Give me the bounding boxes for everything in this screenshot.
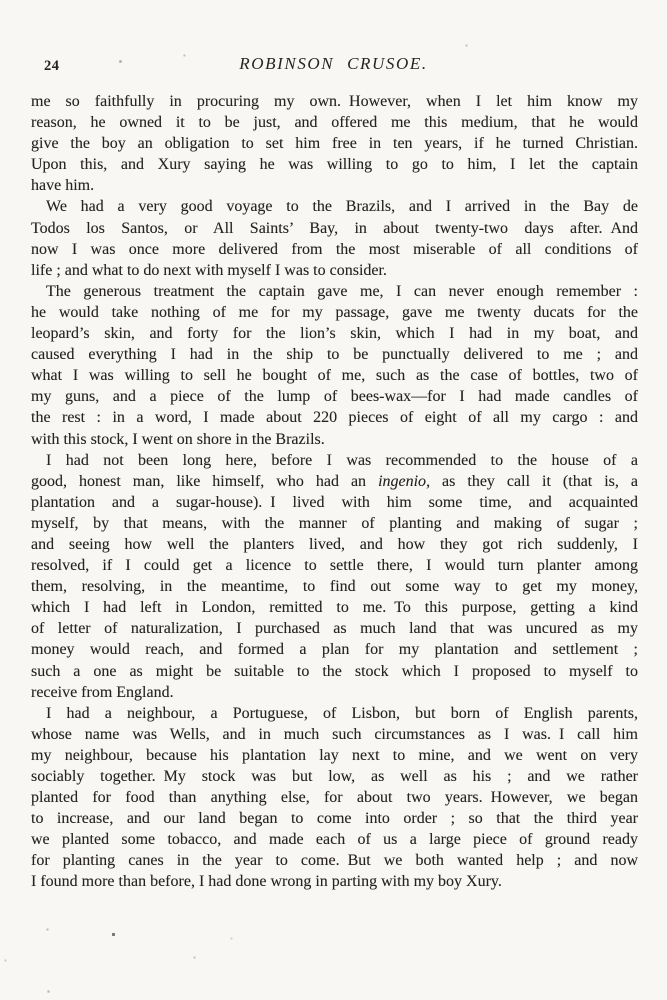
text-line: planted for food than anything else, for about two years. However, we began xyxy=(31,789,638,807)
text-line: we planted some tobacco, and made each of us a large piece of ground ready xyxy=(31,831,638,849)
text-line: sociably together. My stock was but low, as well as his ; and we rather xyxy=(31,768,638,785)
paragraph xyxy=(31,196,638,280)
text-line: myself, by that means, with the manner of planting and making of sugar ; xyxy=(31,514,638,532)
text-line: for planting canes in the year to come. But we both wanted help ; and now xyxy=(31,852,638,870)
text-line: with this stock, I went on shore in the Brazils. xyxy=(31,430,325,448)
text-line: Todos los Santos, or All Saints’ Bay, in about twenty-two days after. And xyxy=(31,219,638,237)
text-line: of letter of naturalization, I purchased as much land that was uncured as my xyxy=(31,620,638,638)
text-line: me so faithfully in procuring my own. However, when I let him know my xyxy=(31,93,638,110)
paragraph xyxy=(31,281,638,450)
text-line: reason, he owned it to be just, and offered me this medium, that he would xyxy=(31,114,638,132)
paragraph xyxy=(31,703,638,893)
text-line: I had not been long here, before I was recommended to the house of a xyxy=(46,451,638,469)
running-header-title: ROBINSON CRUSOE. xyxy=(239,54,428,73)
text-line: what I was willing to sell he bought of me, such as the case of bottles, two of xyxy=(31,367,638,385)
text-line: I found more than before, I had done wrong in parting with my boy Xury. xyxy=(31,873,502,891)
text-line: the rest : in a word, I made about 220 pieces of eight of all my cargo : and xyxy=(31,409,638,427)
text-line: my guns, and a piece of the lump of bees-wax—for I had made candles of xyxy=(31,388,638,406)
text-line: money would reach, and formed a plan for my plantation and settlement ; xyxy=(31,641,638,659)
text-line: them, resolving, in the meantime, to find out some way to get my money, xyxy=(31,578,638,596)
text-line: give the boy an obligation to set him free in ten years, if he turned Christian. xyxy=(31,135,638,153)
scan-speckles xyxy=(0,0,1,1)
text-line: I had a neighbour, a Portuguese, of Lisbon, but born of English parents, xyxy=(46,704,638,722)
paragraph xyxy=(31,450,638,703)
text-line: he would take nothing of me for my passage, gave me twenty ducats for the xyxy=(31,303,638,321)
text-line: leopard’s skin, and forty for the lion’s skin, which I had in my boat, and xyxy=(31,325,638,343)
text-line: plantation and a sugar-house). I lived with him some time, and acquainted xyxy=(31,493,638,511)
text-line: We had a very good voyage to the Brazils, and I arrived in the Bay de xyxy=(46,198,638,216)
page-text xyxy=(31,91,638,893)
text-line: good, honest man, like himself, who had an ingenio, as they call it (that is, a xyxy=(31,472,639,490)
text-line: caused everything I had in the ship to be punctually delivered to me ; and xyxy=(31,346,638,364)
text-line: my neighbour, because his plantation lay next to mine, and we went on very xyxy=(31,746,638,764)
text-line: life ; and what to do next with myself I was to consider. xyxy=(31,261,387,279)
text-line: The generous treatment the captain gave me, I can never enough remember : xyxy=(46,282,638,300)
text-line: receive from England. xyxy=(31,683,174,701)
page-number: 24 xyxy=(44,58,60,74)
paragraph xyxy=(31,91,638,196)
text-line: to increase, and our land began to come into order ; so that the third year xyxy=(31,810,638,828)
text-line: whose name was Wells, and in much such circumstances as I was. I call him xyxy=(31,725,638,743)
text-line: and seeing how well the planters lived, and how they got rich suddenly, I xyxy=(31,535,638,553)
text-line: which I had left in London, remitted to me. To this purpose, getting a kind xyxy=(31,599,638,617)
page-header xyxy=(0,54,667,80)
text-line: such a one as might be suitable to the stock which I proposed to myself to xyxy=(31,662,638,680)
text-line: have him. xyxy=(31,177,95,195)
text-line: Upon this, and Xury saying he was willing to go to him, I let the captain xyxy=(31,156,638,174)
text-line: now I was once more delivered from the most miserable of all conditions of xyxy=(31,240,638,258)
text-line: resolved, if I could get a licence to settle there, I would turn planter among xyxy=(31,557,638,575)
